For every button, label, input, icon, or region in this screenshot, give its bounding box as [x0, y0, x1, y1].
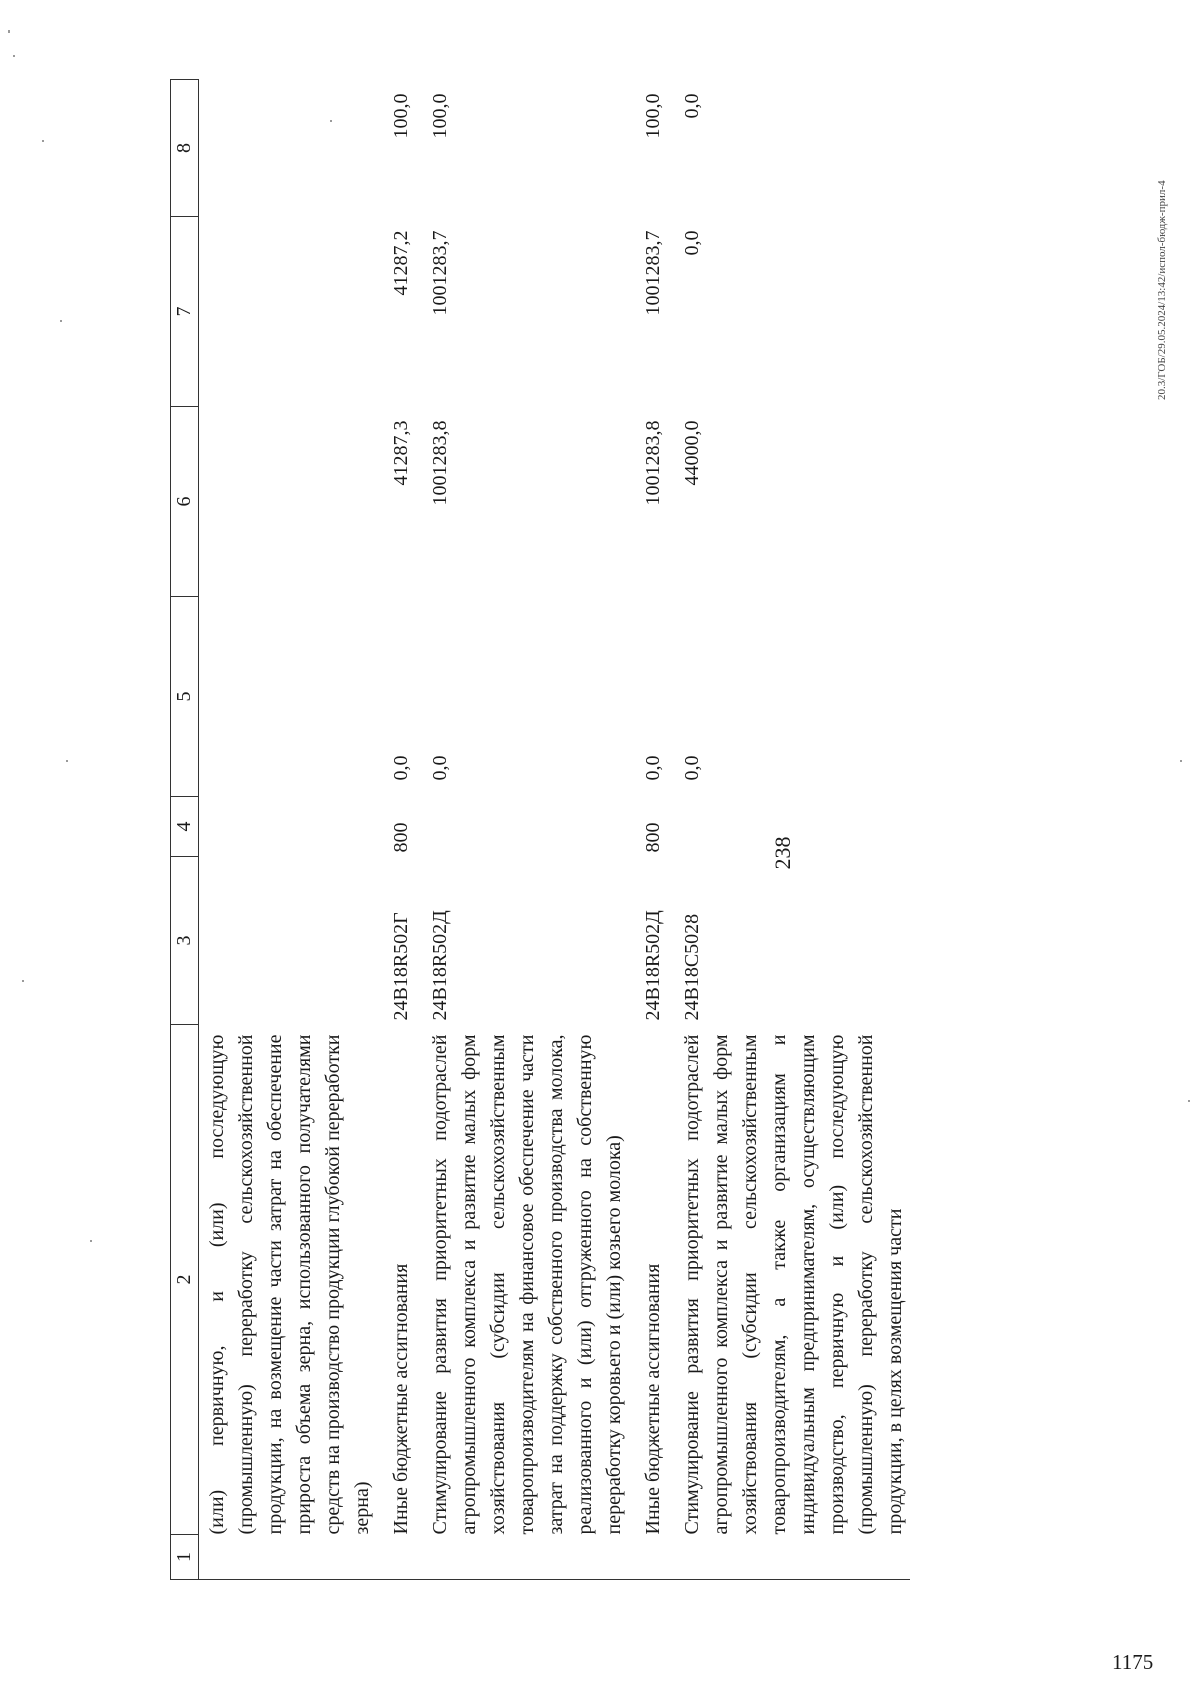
table-row	[416, 80, 629, 1580]
row-col6: 41287,3	[390, 420, 412, 486]
table-row	[629, 80, 668, 1580]
sheet-number: 1175	[1112, 1650, 1154, 1674]
row-name: Стимулирование развития приоритетных подотраслей агропромышленного комплекса и развитие малых форм хозяйствования (субсидии сельскохозяйственным товаропроизводителям на финансовое обеспечение части затрат на поддержку собственного производства молока, реализованного и (или) отгруженного на собственную переработку коровьего и (или) козьего молока)	[429, 1034, 625, 1535]
col-header-1: 1	[171, 1535, 199, 1580]
row-name: Иные бюджетные ассигнования	[642, 1263, 664, 1535]
footer-stamp: 20.3/ГОБ/29.05.2024/13:42/испол-бюдж-прил-4	[1156, 180, 1168, 400]
row-code	[199, 857, 378, 1025]
row-kvr: 800	[390, 822, 412, 853]
col-header-8: 8	[171, 80, 199, 217]
row-code: 24В18R502Д	[429, 910, 451, 1021]
col-header-2: 2	[171, 1025, 199, 1535]
table-row	[377, 80, 416, 1580]
budget-table	[170, 79, 910, 1580]
row-col7: 1001283,7	[429, 230, 451, 316]
row-col8	[199, 80, 378, 217]
row-name: Иные бюджетные ассигнования	[390, 1263, 412, 1535]
row-col5: 0,0	[681, 755, 703, 781]
row-code: 24В18С5028	[681, 913, 703, 1021]
row-col7: 0,0	[681, 230, 703, 256]
row-kvr: 800	[642, 822, 664, 853]
col-header-6: 6	[171, 407, 199, 597]
rotated-page	[170, 80, 1090, 1580]
row-col8: 100,0	[429, 93, 451, 139]
row-col7: 41287,2	[390, 230, 412, 296]
row-code: 24В18R502Д	[642, 910, 664, 1021]
row-col8: 100,0	[390, 93, 412, 139]
table-row	[199, 80, 378, 1580]
row-name: Стимулирование развития приоритетных подотраслей агропромышленного комплекса и развитие малых форм хозяйствования (субсидии сельскохозяйственным товаропроизводителям, а также организациям и индивидуальным предпринимателям, осуществляющим производство, первичную и (или) последующую (промышленную) переработку сельскохозяйственной продукции, в целях возмещения части	[681, 1034, 906, 1535]
row-col8: 0,0	[681, 93, 703, 119]
row-col5	[199, 597, 378, 797]
col-header-4: 4	[171, 797, 199, 857]
row-col5: 0,0	[642, 755, 664, 781]
row-col8: 100,0	[642, 93, 664, 139]
row-col7	[199, 217, 378, 407]
col-header-5: 5	[171, 597, 199, 797]
col-header-3: 3	[171, 857, 199, 1025]
row-kvr	[199, 797, 378, 857]
row-code: 24В18R502Г	[390, 912, 412, 1021]
row-col7: 1001283,7	[642, 230, 664, 316]
row-col5: 0,0	[390, 755, 412, 781]
row-col5: 0,0	[429, 755, 451, 781]
page-number: 238	[770, 836, 795, 870]
row-col6: 44000,0	[681, 420, 703, 486]
row-col6	[199, 407, 378, 597]
row-col6: 1001283,8	[429, 420, 451, 506]
row-kvr	[416, 797, 629, 857]
col-header-7: 7	[171, 217, 199, 407]
row-col6: 1001283,8	[642, 420, 664, 506]
row-name: (или) первичную, и (или) последующую (промышленную) переработку сельскохозяйственной продукции, на возмещение части затрат на обеспечение прироста объема зерна, использованного получателями средств на производство продукции глубокой переработки зерна)	[206, 1034, 373, 1535]
column-number-header	[171, 80, 199, 1580]
